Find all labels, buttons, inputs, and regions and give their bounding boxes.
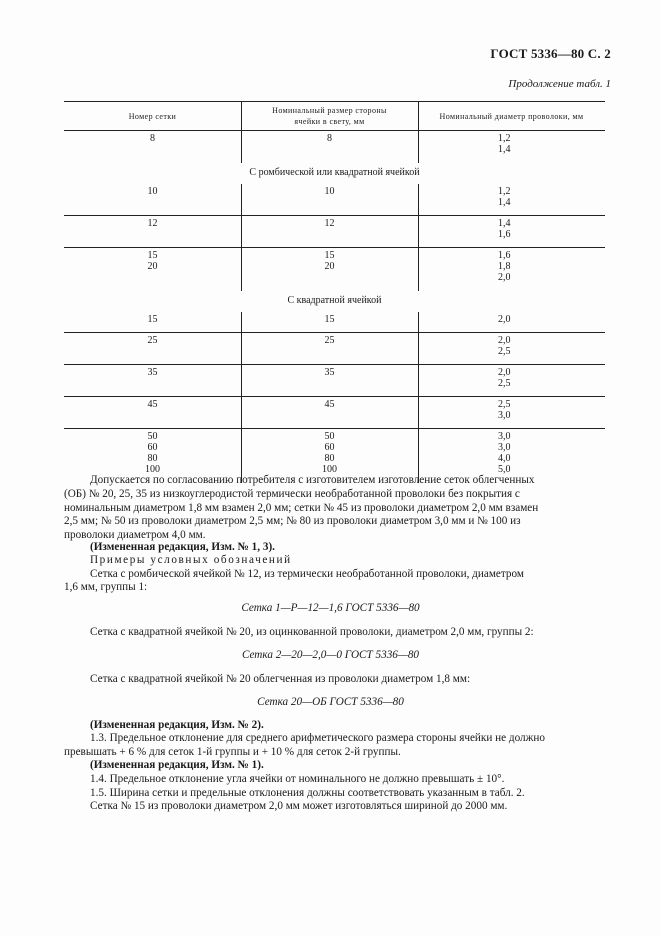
cell-value: 50 [147, 431, 158, 442]
clause-1-5: 1.5. Ширина сетки и предельные отклонения должны соответствовать указанным в табл. 2. [90, 787, 525, 799]
cell-value: 50 [324, 431, 335, 442]
example-text: Сетка с квадратной ячейкой № 20 облегченная из проволоки диаметром 1,8 мм: [90, 673, 471, 685]
text-line: проволоки диаметром 4,0 мм. [64, 528, 206, 541]
wire-diameter-cell [418, 186, 605, 208]
cell-value: 25 [324, 335, 335, 346]
table-section-heading: С ромбической или квадратной ячейкой [249, 167, 420, 178]
amendment-note: (Измененная редакция, Изм. № 1, 3). [90, 541, 275, 553]
cell-value: 12 [147, 218, 158, 229]
column-rule [418, 333, 419, 365]
column-rule [418, 102, 419, 130]
clause-1-4: 1.4. Предельное отклонение угла ячейки от номинального не должно превышать ± 10°. [90, 773, 505, 785]
cell-size-cell [241, 186, 418, 197]
cell-value: 35 [324, 367, 335, 378]
cell-value: 1,8 [498, 261, 511, 272]
wire-diameter-cell [418, 367, 605, 389]
cell-value: 10 [147, 186, 158, 197]
table-continuation-label: Продолжение табл. 1 [508, 78, 611, 90]
cell-value: 2,5 [498, 378, 511, 389]
cell-value: 35 [147, 367, 158, 378]
cell-size-cell [241, 431, 418, 475]
column-header-wire-diameter: Номинальный диаметр проволоки, мм [439, 111, 584, 121]
mesh-number-cell [64, 133, 241, 144]
designation-example: Сетка 20—ОБ ГОСТ 5336—80 [257, 696, 404, 708]
cell-value: 45 [324, 399, 335, 410]
clause-1-3: 1.3. Предельное отклонение для среднего арифметического размера стороны ячейки не должно [90, 732, 545, 744]
column-rule [241, 333, 242, 365]
cell-value: 2,0 [498, 272, 511, 283]
page-header: ГОСТ 5336—80 С. 2 [490, 46, 611, 61]
cell-size-cell [241, 133, 418, 144]
cell-value: 1,6 [498, 229, 511, 240]
mesh-number-cell [64, 314, 241, 325]
text-line: Допускается по согласованию потребителя с изготовителем изготовление сеток облегченных [90, 474, 535, 486]
cell-value: 100 [145, 464, 160, 475]
cell-value: 1,2 [498, 186, 511, 197]
column-rule [418, 365, 419, 397]
wire-diameter-cell [418, 218, 605, 240]
section-heading-examples: Примеры условных обозначений [90, 554, 292, 566]
column-rule [241, 312, 242, 333]
cell-value: 10 [324, 186, 335, 197]
column-rule [418, 216, 419, 248]
cell-value: 25 [147, 335, 158, 346]
table-row [64, 216, 605, 248]
column-rule [241, 102, 242, 130]
table-row [64, 365, 605, 397]
cell-value: 1,4 [498, 218, 511, 229]
column-rule [241, 397, 242, 429]
column-rule [241, 131, 242, 163]
table-header [64, 101, 605, 131]
cell-size-cell [241, 335, 418, 346]
column-rule [418, 397, 419, 429]
cell-value: 4,0 [498, 453, 511, 464]
table-row [64, 312, 605, 333]
cell-value: 15 [147, 314, 158, 325]
column-rule [241, 216, 242, 248]
table-row [64, 248, 605, 290]
cell-value: 3,0 [498, 431, 511, 442]
cell-value: 3,0 [498, 410, 511, 421]
cell-value: 15 [324, 250, 335, 261]
wire-diameter-cell [418, 133, 605, 155]
table-section-heading: С квадратной ячейкой [287, 295, 382, 306]
example-text: Сетка с квадратной ячейкой № 20, из оцинкованной проволоки, диаметром 2,0 мм, группы 2: [90, 626, 534, 638]
mesh-number-cell [64, 367, 241, 378]
text-line: номинальным диаметром 1,8 мм взамен 2,0 мм; сетки № 45 из проволоки диаметром 2,0 мм взамен [64, 501, 539, 514]
column-rule [418, 312, 419, 333]
paragraph-lightweight-mesh-cont [64, 488, 600, 542]
mesh-number-cell [64, 335, 241, 346]
cell-size-cell [241, 250, 418, 272]
cell-value: 8 [327, 133, 332, 144]
mesh-table [64, 101, 605, 482]
cell-value: 1,4 [498, 197, 511, 208]
table-row [64, 333, 605, 365]
table-body [64, 131, 605, 482]
text-line: 2,5 мм; № 50 из проволоки диаметром 2,5 мм; № 80 из проволоки диаметром 3,0 мм и № 100 из [64, 515, 521, 527]
cell-value: 2,5 [498, 346, 511, 357]
wire-diameter-cell [418, 250, 605, 283]
wire-diameter-cell [418, 399, 605, 421]
wire-diameter-cell [418, 431, 605, 475]
cell-value: 2,0 [498, 335, 511, 346]
cell-value: 45 [147, 399, 158, 410]
cell-value: 3,0 [498, 442, 511, 453]
cell-value: 15 [147, 250, 158, 261]
cell-size-cell [241, 314, 418, 325]
cell-value: 80 [324, 453, 335, 464]
text-line: (ОБ) № 20, 25, 35 из низкоуглеродистой термически необработанной проволоки без покрытия с [64, 488, 520, 500]
wire-diameter-cell [418, 335, 605, 357]
cell-value: 15 [324, 314, 335, 325]
column-header-mesh-number: Номер сетки [128, 111, 177, 121]
cell-value: 2,5 [498, 399, 511, 410]
cell-size-cell [241, 367, 418, 378]
column-rule [241, 248, 242, 291]
column-header-cell-size: Номинальный размер стороны ячейки в свету, мм [272, 106, 387, 126]
cell-value: 1,4 [498, 144, 511, 155]
cell-value: 1,6 [498, 250, 511, 261]
example-text: 1,6 мм, группы 1: [64, 581, 148, 593]
clause-1-5-note: Сетка № 15 из проволоки диаметром 2,0 мм может изготовляться шириной до 2000 мм. [90, 800, 508, 812]
table-row [64, 131, 605, 162]
mesh-number-cell [64, 186, 241, 197]
designation-example: Сетка 1—Р—12—1,6 ГОСТ 5336—80 [241, 602, 420, 614]
clause-1-3-cont: превышать + 6 % для сеток 1-й группы и + 10 % для сеток 2-й группы. [64, 746, 401, 758]
amendment-note: (Измененная редакция, Изм. № 2). [90, 719, 264, 731]
wire-diameter-cell [418, 314, 605, 325]
cell-value: 20 [324, 261, 335, 272]
cell-value: 8 [150, 133, 155, 144]
cell-value: 100 [322, 464, 337, 475]
cell-size-cell [241, 399, 418, 410]
column-rule [418, 184, 419, 216]
example-text: Сетка с ромбической ячейкой № 12, из термически необработанной проволоки, диаметром [90, 568, 524, 580]
mesh-number-cell [64, 218, 241, 229]
table-row [64, 397, 605, 429]
table-row [64, 184, 605, 216]
cell-value: 20 [147, 261, 158, 272]
paragraph-lightweight-mesh [90, 474, 600, 488]
mesh-number-cell [64, 250, 241, 272]
cell-value: 2,0 [498, 367, 511, 378]
column-rule [418, 131, 419, 163]
cell-size-cell [241, 218, 418, 229]
amendment-note: (Измененная редакция, Изм. № 1). [90, 759, 264, 771]
cell-value: 12 [324, 218, 335, 229]
cell-value: 80 [147, 453, 158, 464]
cell-value: 60 [147, 442, 158, 453]
cell-value: 1,2 [498, 133, 511, 144]
column-rule [418, 248, 419, 291]
cell-value: 60 [324, 442, 335, 453]
column-rule [241, 365, 242, 397]
mesh-number-cell [64, 399, 241, 410]
cell-value: 2,0 [498, 314, 511, 325]
column-rule [241, 184, 242, 216]
cell-value: 5,0 [498, 464, 511, 475]
designation-example: Сетка 2—20—2,0—0 ГОСТ 5336—80 [241, 649, 420, 661]
mesh-number-cell [64, 431, 241, 475]
